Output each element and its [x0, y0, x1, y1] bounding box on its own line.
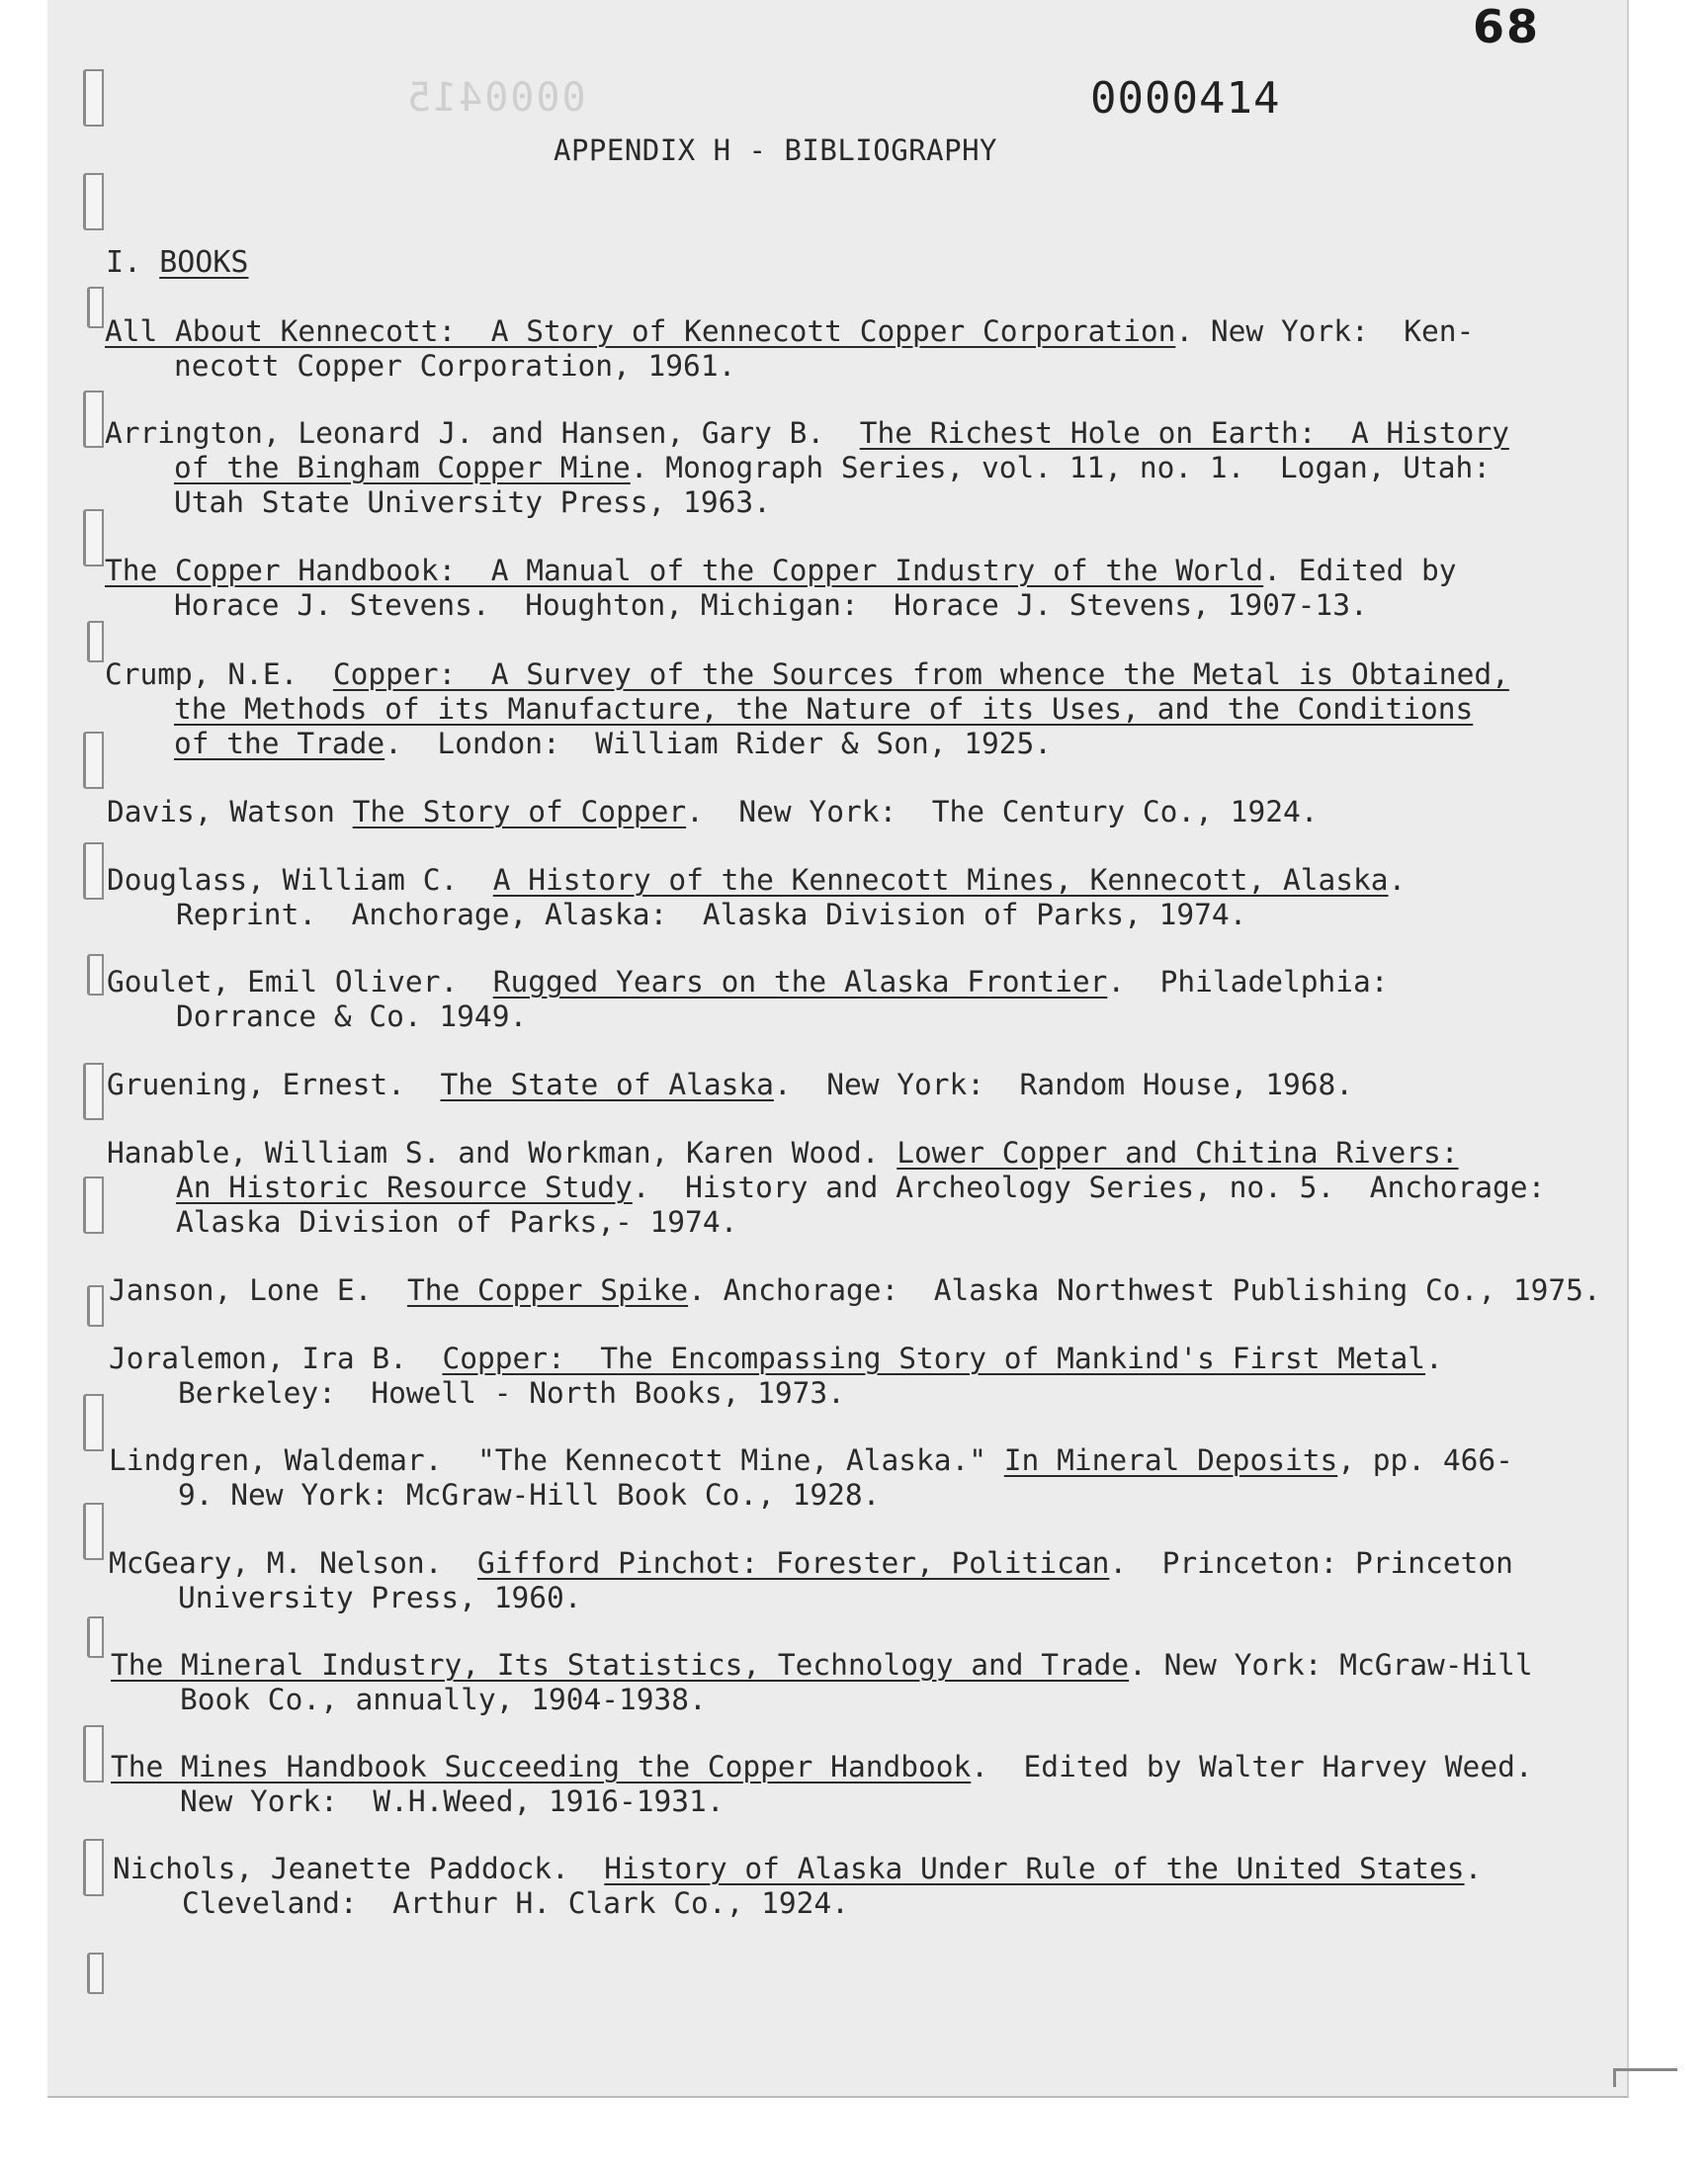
- entry-title-text: The Copper Spike: [406, 1273, 689, 1307]
- entry-text: Book Co., annually, 1904-1938.: [180, 1683, 707, 1716]
- entry-text: . New York: McGraw-Hill: [1129, 1648, 1533, 1682]
- entry-text: Nichols, Jeanette Paddock.: [113, 1852, 605, 1885]
- handwritten-page-number: 68: [1472, 0, 1540, 53]
- entry-continuation-line: [105, 451, 1509, 485]
- entry-first-line: [109, 1273, 1601, 1308]
- entry-title-text: The Richest Hole on Earth: A History: [859, 416, 1509, 450]
- entry-text: Douglass, William C.: [107, 863, 493, 897]
- entry-text: Lindgren, Waldemar. "The Kennecott Mine, Alaska.": [109, 1443, 1004, 1477]
- binder-hole: [83, 1176, 104, 1234]
- entry-first-line: [107, 863, 1406, 898]
- section-label: BOOKS: [159, 245, 249, 280]
- bibliography-entry: [105, 416, 1509, 520]
- entry-continuation-line: [107, 898, 1406, 932]
- entry-title-text: The Copper Handbook: A Manual of the Copper Industry of the World: [105, 554, 1264, 587]
- entry-title-text: Rugged Years on the Alaska Frontier: [492, 965, 1108, 999]
- bibliography-entry: [111, 1648, 1533, 1717]
- entry-first-line: [105, 554, 1457, 588]
- entry-text: Hanable, William S. and Workman, Karen Wood.: [107, 1136, 897, 1170]
- bibliography-entry: [107, 795, 1319, 829]
- binder-hole: [83, 173, 104, 230]
- entry-text: . London: William Rider & Son, 1925.: [384, 727, 1053, 760]
- section-numeral: I.: [106, 245, 160, 280]
- entry-text: Alaska Division of Parks,- 1974.: [176, 1205, 738, 1239]
- entry-text: . New York: Ken-: [1175, 314, 1475, 348]
- entry-title-text: of the Trade: [174, 727, 385, 760]
- binder-hole: [87, 1616, 104, 1658]
- binder-hole: [83, 732, 104, 789]
- binder-hole: [83, 1725, 104, 1783]
- entry-first-line: [107, 965, 1389, 1000]
- entry-text: . History and Archeology Series, no. 5. Anchorage:: [632, 1171, 1546, 1204]
- entry-text: Goulet, Emil Oliver.: [107, 965, 493, 999]
- entry-first-line: [109, 1546, 1513, 1581]
- entry-text: Davis, Watson: [107, 795, 353, 828]
- entry-text: . Philadelphia:: [1107, 965, 1389, 999]
- document-id-stamp: 0000414: [1090, 73, 1281, 124]
- entry-text: Cleveland: Arthur H. Clark Co., 1924.: [182, 1886, 849, 1920]
- bibliography-entry: [105, 657, 1509, 761]
- entry-continuation-line: [113, 1886, 1482, 1921]
- entry-text: . Anchorage: Alaska Northwest Publishing Co., 1975.: [688, 1273, 1601, 1307]
- entry-text: Dorrance & Co. 1949.: [176, 1000, 528, 1033]
- entry-first-line: [105, 314, 1474, 349]
- bibliography-entry: [107, 1136, 1545, 1240]
- entry-title-text: Copper: A Survey of the Sources from whence the Metal is Obtained,: [332, 657, 1509, 691]
- binder-holes: [47, 0, 107, 2096]
- entry-title-text: The Mines Handbook Succeeding the Copper Handbook: [111, 1750, 972, 1784]
- entry-title-text: The Mineral Industry, Its Statistics, Technology and Trade: [111, 1648, 1130, 1682]
- entry-continuation-line: [109, 1478, 1513, 1513]
- entry-continuation-line: [109, 1581, 1513, 1615]
- entry-text: . Edited by: [1263, 554, 1457, 587]
- entry-text: New York: W.H.Weed, 1916-1931.: [180, 1784, 725, 1818]
- bibliography-entry: [107, 1068, 1353, 1102]
- entry-text: Reprint. Anchorage, Alaska: Alaska Division of Parks, 1974.: [176, 898, 1247, 931]
- entry-text: Janson, Lone E.: [109, 1273, 407, 1307]
- entry-text: .: [1425, 1342, 1443, 1375]
- entry-continuation-line: [111, 1683, 1533, 1717]
- entry-first-line: [107, 1068, 1353, 1102]
- entry-text: Horace J. Stevens. Houghton, Michigan: Horace J. Stevens, 1907-13.: [174, 588, 1368, 622]
- bleed-through-id: 0000415: [405, 75, 586, 121]
- bibliography-entry: [109, 1546, 1513, 1615]
- entry-text: .: [1388, 863, 1407, 897]
- binder-hole: [87, 1953, 104, 1994]
- bibliography-entry: [109, 1273, 1601, 1308]
- entry-first-line: [109, 1443, 1513, 1478]
- bibliography-entry: [109, 1342, 1443, 1411]
- binder-hole: [83, 1839, 104, 1896]
- binder-hole: [83, 391, 104, 448]
- entry-title-text: the Methods of its Manufacture, the Nature of its Uses, and the Conditions: [174, 692, 1474, 726]
- entry-text: . Edited by Walter Harvey Weed.: [971, 1750, 1533, 1784]
- entry-text: , pp. 466-: [1337, 1443, 1513, 1477]
- entry-continuation-line: [105, 588, 1457, 623]
- entry-title-text: All About Kennecott: A Story of Kennecott Copper Corporation: [105, 314, 1176, 348]
- entry-continuation-line: [111, 1784, 1533, 1819]
- entry-first-line: [111, 1750, 1533, 1784]
- entry-text: . New York: The Century Co., 1924.: [686, 795, 1319, 828]
- entry-continuation-line: [105, 349, 1474, 384]
- bibliography-entry: [111, 1750, 1533, 1819]
- entry-title-text: In Mineral Deposits: [1003, 1443, 1338, 1477]
- entry-first-line: [113, 1852, 1482, 1886]
- entry-first-line: [109, 1342, 1443, 1376]
- page-corner-mark: [1613, 2068, 1677, 2087]
- entry-first-line: [105, 657, 1509, 692]
- bibliography-entry: [107, 965, 1389, 1034]
- binder-hole: [83, 509, 104, 566]
- entry-first-line: [111, 1648, 1533, 1683]
- bibliography-entry: [109, 1443, 1513, 1513]
- bibliography-entry: [113, 1852, 1482, 1921]
- binder-hole: [87, 1285, 104, 1327]
- entry-title-text: of the Bingham Copper Mine: [174, 451, 631, 484]
- binder-hole: [83, 842, 104, 900]
- entry-text: Berkeley: Howell - North Books, 1973.: [178, 1376, 845, 1410]
- entry-continuation-line: [105, 485, 1509, 520]
- entry-title-text: A History of the Kennecott Mines, Kennecott, Alaska: [492, 863, 1389, 897]
- entry-continuation-line: [107, 1000, 1389, 1034]
- binder-hole: [87, 621, 104, 662]
- binder-hole: [83, 1394, 104, 1451]
- binder-hole: [87, 954, 104, 996]
- entry-continuation-line: [107, 1205, 1545, 1240]
- section-heading: [106, 245, 249, 280]
- entry-title-text: The State of Alaska: [440, 1068, 774, 1101]
- entry-title-text: An Historic Resource Study: [176, 1171, 633, 1204]
- entry-title-text: Gifford Pinchot: Forester, Politican: [476, 1546, 1110, 1580]
- binder-hole: [83, 1503, 104, 1560]
- entry-text: .: [1464, 1852, 1483, 1885]
- binder-hole: [83, 69, 104, 127]
- entry-continuation-line: [107, 1171, 1545, 1205]
- entry-first-line: [107, 795, 1319, 829]
- entry-text: necott Copper Corporation, 1961.: [174, 349, 736, 383]
- binder-hole: [87, 287, 104, 328]
- page-title: APPENDIX H - BIBLIOGRAPHY: [554, 133, 997, 167]
- entry-text: Utah State University Press, 1963.: [174, 485, 771, 519]
- entry-text: University Press, 1960.: [178, 1581, 582, 1614]
- entry-text: . New York: Random House, 1968.: [773, 1068, 1354, 1101]
- binder-hole: [83, 1063, 104, 1120]
- entry-continuation-line: [109, 1376, 1443, 1411]
- entry-text: . Monograph Series, vol. 11, no. 1. Logan, Utah:: [630, 451, 1492, 484]
- entry-title-text: The Story of Copper: [352, 795, 687, 828]
- entry-text: Arrington, Leonard J. and Hansen, Gary B.: [105, 416, 860, 450]
- entry-text: Joralemon, Ira B.: [109, 1342, 443, 1375]
- bibliography-entry: [105, 554, 1457, 623]
- entry-continuation-line: [105, 692, 1509, 727]
- entry-title-text: Copper: The Encompassing Story of Mankind's First Metal: [442, 1342, 1426, 1375]
- entry-text: . Princeton: Princeton: [1109, 1546, 1513, 1580]
- bibliography-entry: [105, 314, 1474, 384]
- entry-first-line: [107, 1136, 1545, 1171]
- entry-title-text: History of Alaska Under Rule of the United States: [604, 1852, 1465, 1885]
- bibliography-entry: [107, 863, 1406, 932]
- entry-text: Gruening, Ernest.: [107, 1068, 441, 1101]
- entry-title-text: Lower Copper and Chitina Rivers:: [897, 1136, 1459, 1170]
- entry-text: 9. New York: McGraw-Hill Book Co., 1928.: [178, 1478, 881, 1512]
- entry-text: McGeary, M. Nelson.: [109, 1546, 477, 1580]
- entry-text: Crump, N.E.: [105, 657, 333, 691]
- entry-continuation-line: [105, 727, 1509, 761]
- entry-first-line: [105, 416, 1509, 451]
